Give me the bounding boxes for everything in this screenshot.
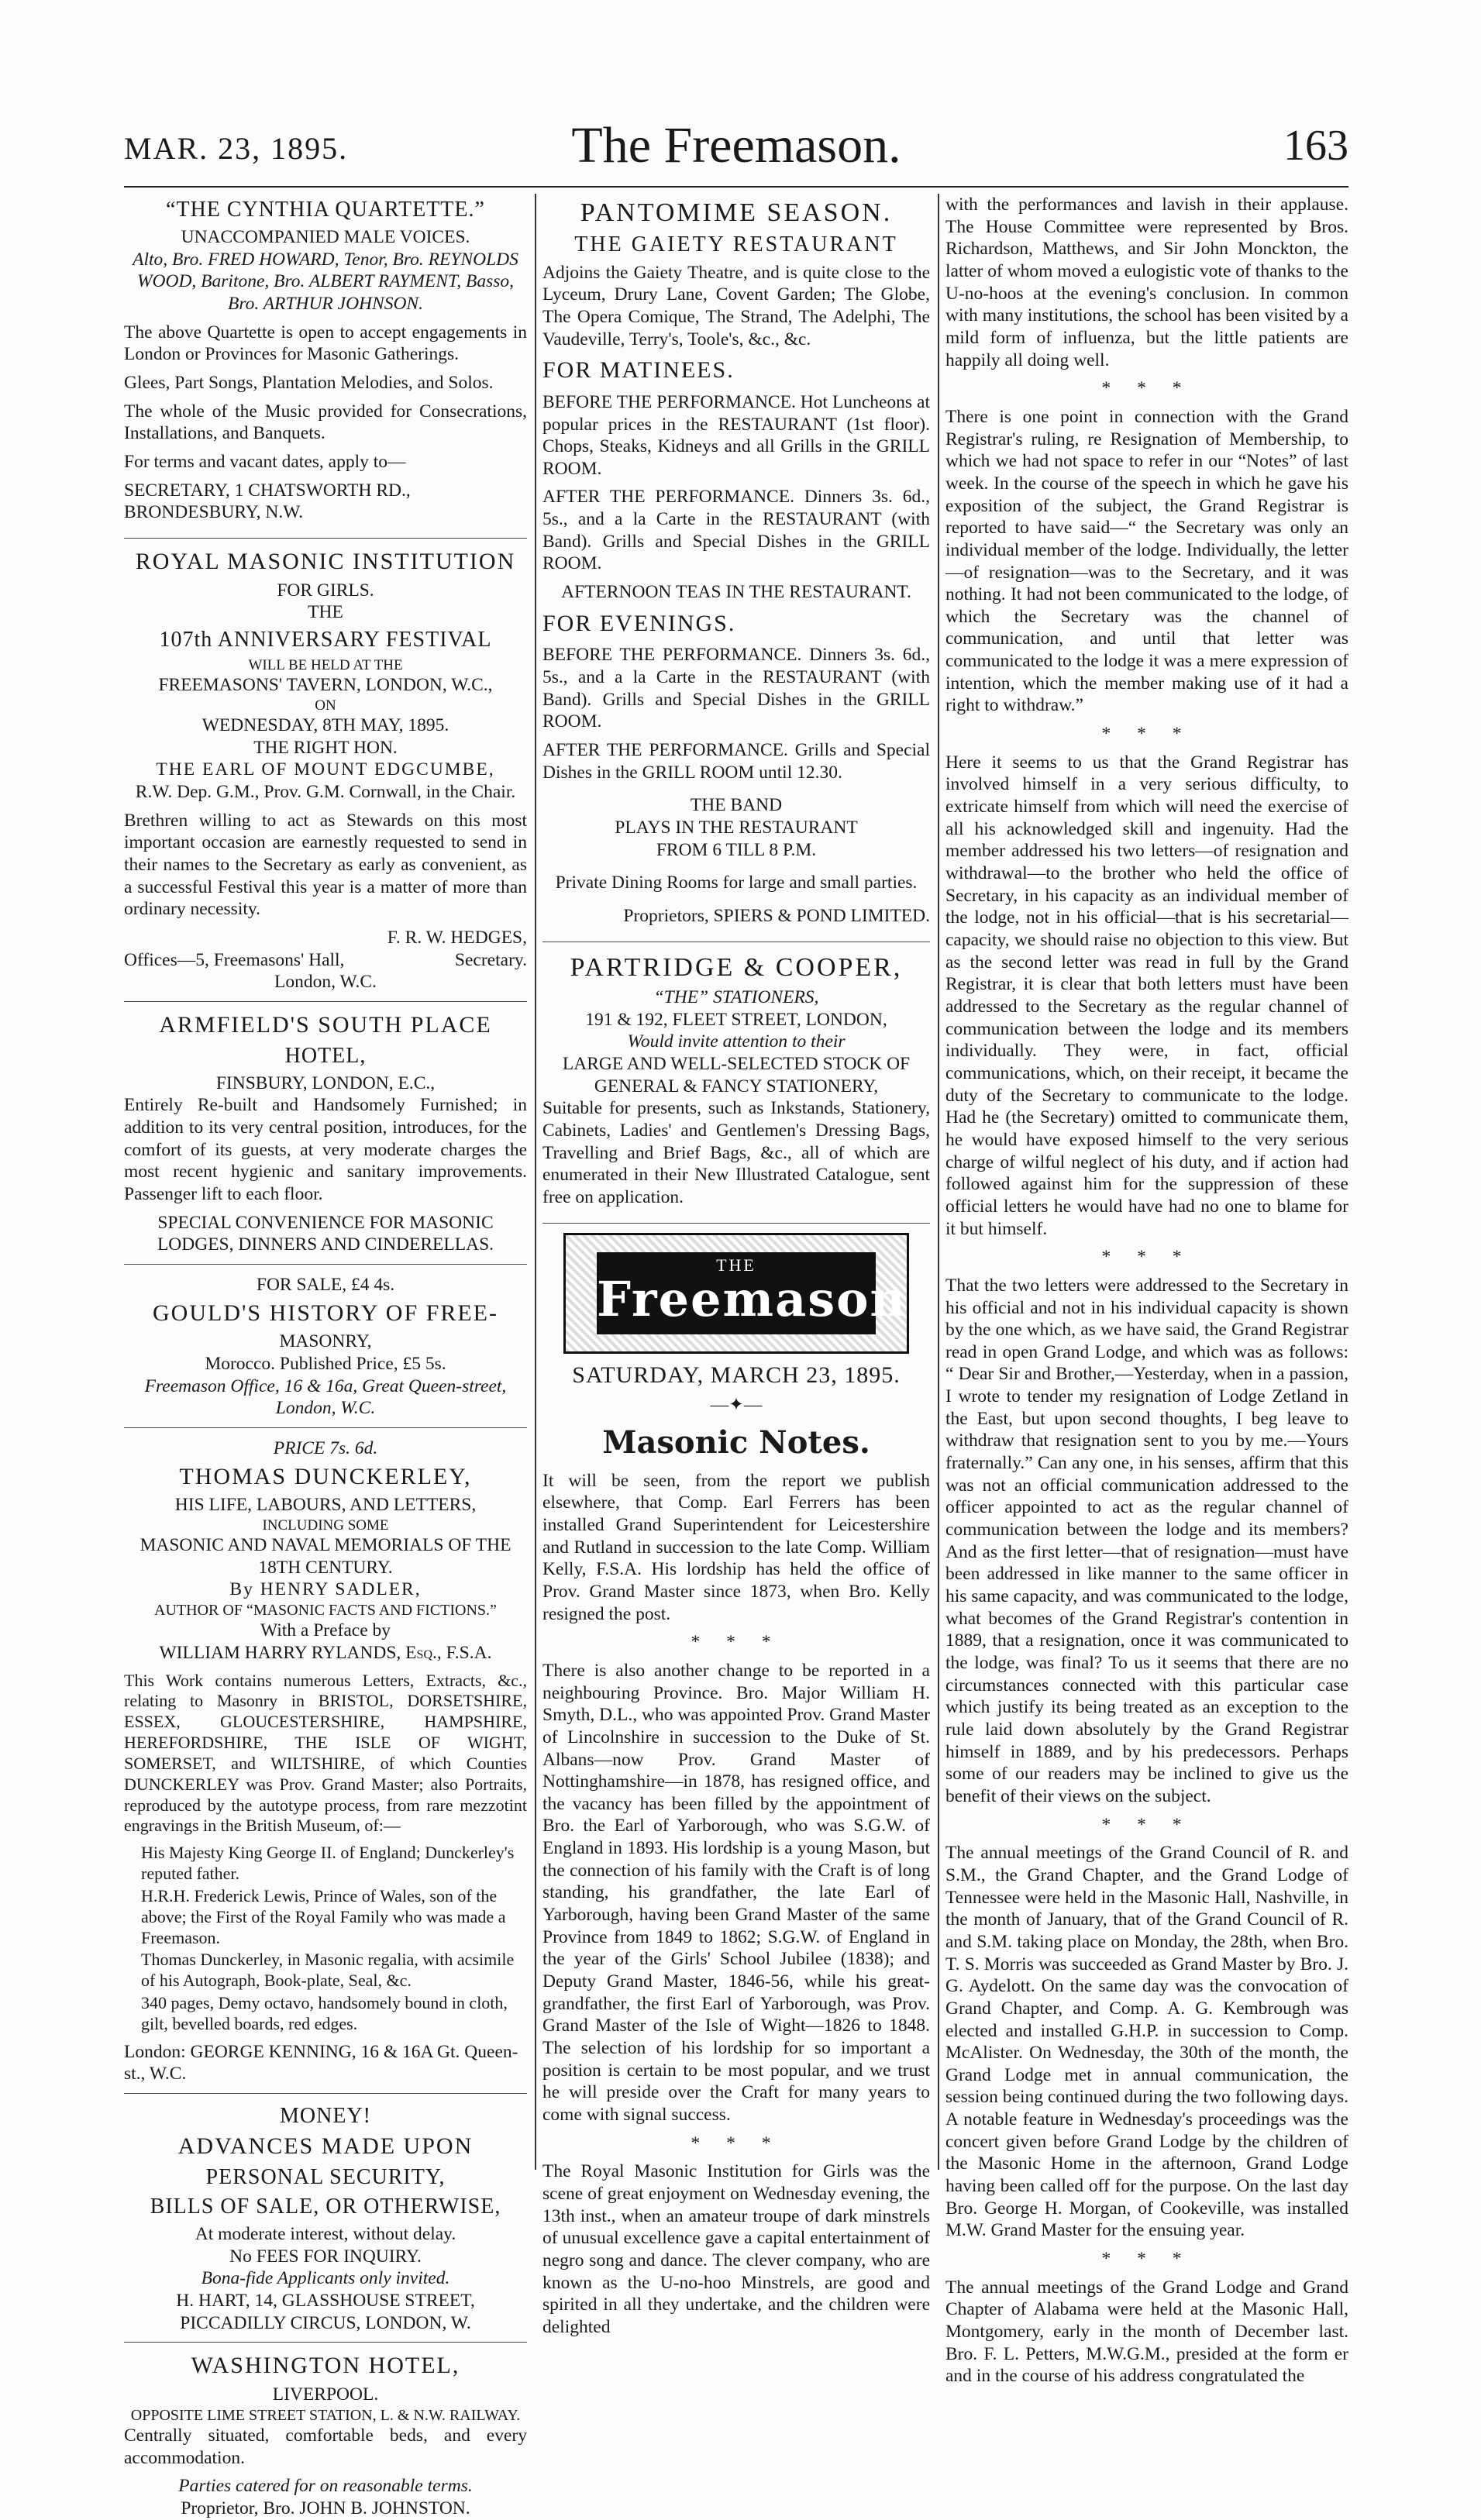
ad-address: SECRETARY, 1 CHATSWORTH RD., BRONDESBURY, N.W. [124,480,411,523]
ad-text: Centrally situated, comfortable beds, and every accommodation. [124,2425,527,2468]
column-right [945,194,1348,2387]
column-rule-1 [535,194,536,2170]
cynthia-quartette-ad [124,197,527,539]
ornament-rule: —✦— [710,1395,763,1416]
section-heading: FOR MATINEES. [542,357,735,384]
list-item: 340 pages, Demy octavo, handsomely bound in cloth, gilt, bevelled boards, red edges. [141,1993,508,2033]
partridge-cooper-ad [542,952,930,1224]
ad-text: Bona-fide Applicants only invited. [201,2268,450,2289]
armfield-hotel-ad [124,1011,527,1265]
section-separator: * * * [1101,1247,1193,1268]
column-middle [542,194,930,2337]
ad-text: INCLUDING SOME [262,1516,389,1534]
column-left-advertisements [124,194,527,2518]
ad-text: Morocco. Published Price, £5 5s. [205,1353,446,1374]
ad-text: WILL BE HELD AT THE [248,657,403,674]
ad-text: The above Quartette is open to accept engagements in London or Provinces for Masonic Gatherings. [124,322,527,365]
ad-text: THE BAND [690,795,783,816]
ad-text: Brethren willing to act as Stewards on this most important occasion are earnestly requested to send in their names to the Secretary as early as convenient, as a successful Festival this year is a matter of more than ordinary necessity. [124,810,527,920]
ad-text: Suitable for presents, such as Inkstands, Stationery, Cabinets, Ladies' and Gentlemen's Dressing Bags, Travelling and Brief Bags, &c., all of which are enumerated in their New Illustrated Catalogue, sent free on application. [542,1098,930,1207]
newspaper-title: The Freemason. [571,117,901,174]
ad-text: Proprietors, SPIERS & POND LIMITED. [623,905,930,926]
ad-text: AFTERNOON TEAS IN THE RESTAURANT. [561,582,911,603]
ad-text: Private Dining Rooms for large and small parties. [555,873,918,893]
ad-text: The whole of the Music provided for Consecrations, Installations, and Banquets. [124,401,527,444]
ad-subtitle: LIVERPOOL. [272,2384,379,2405]
chairman-name: THE EARL OF MOUNT EDGCUMBE, [156,759,495,780]
ad-text: Secretary. [454,949,527,970]
ad-text: BEFORE THE PERFORMANCE. Dinners 3s. 6d., 5s., and a la Carte in the RESTAURANT (with Band). Grills and Special Dishes in the GRILL ROOM. [542,645,930,732]
section-separator: * * * [691,1632,782,1653]
ad-subtitle: HOTEL, [284,1043,367,1068]
article-paragraph: Here it seems to us that the Grand Registrar has involved himself in a very serious difficulty, to extricate himself from which will need the exercise of all his acknowledged skill and ingenuity. Had the member addressed his two letters—of resignation and withdrawal—to the brother who held the office of Secretary, in his capacity as an individual member of the lodge, not in his official—that is his secretarial—capacity, we should raise no objection to this view. But as the second letter was read in full by the Grand Registrar, it is clear that both letters must have been addressed to the Secretary as the regular channel of communication between the lodge and its members individually. They were, in fact, official communications, which, on their receipt, it became the duty of the Secretary to communicate to the lodge. Had he (the Secretary) omitted to communicate them, he would have exposed himself to the very serious charge of wilful neglect of his duty, and if action had followed against him for the suppression of these official letters he would have had no one to blame for it but himself. [945,752,1348,1239]
ad-text: AFTER THE PERFORMANCE. Dinners 3s. 6d., 5s., and a la Carte in the RESTAURANT (with Band). Grills and Special Dishes in the GRILL ROOM. [542,487,930,574]
ad-text: This Work contains numerous Letters, Extracts, &c., relating to Masonry in BRISTOL, DORSETSHIRE, ESSEX, GLOUCESTERSHIRE, HAMPSHIRE, HEREFORDSHIRE, THE ISLE OF WIGHT, SOMERSET, and WILTSHIRE, of which Counties DUNCKERLEY was Prov. Grand Master; also Portraits, reproduced by the autotype process, from rare mezzotint engravings in the British Museum, of:— [124,1670,527,1836]
article-paragraph: with the performances and lavish in their applause. The House Committee were represented by Bros. Richardson, Matthews, and Sir John Monckton, the latter of whom moved a eulogistic vote of thanks to the U-no-hoos at the evening's conclusion. In common with many institutions, the school has been visited by a mild form of influenza, but the little patients are happily all doing well. [945,195,1348,370]
ad-text: SPECIAL CONVENIENCE FOR MASONIC LODGES, DINNERS AND CINDERELLAS. [157,1212,494,1255]
article-paragraph: There is one point in connection with the Grand Registrar's ruling, re Resignation of Membership, to which we had not space to refer in our “Notes” of last week. In the course of the speech in which he gave his exposition of the subject, the Grand Registrar is reported to have said—“ the Secretary was only an individual member of the lodge. Individually, the letter—of resignation—was to the Secretary, and it was nothing. It had not been communicated to the lodge, of which the Secretary was the channel of communication, and until that letter was communicated to the lodge it was a mere expression of intention, which the member making use of it had a right to withdraw.” [945,406,1348,716]
ad-title: PANTOMIME SEASON. [580,198,893,227]
ad-text: Parties catered for on reasonable terms. [178,2476,473,2497]
ad-address: 191 & 192, FLEET STREET, LONDON, [585,1009,887,1030]
ad-text: Offices—5, Freemasons' Hall, [124,949,345,970]
section-separator: * * * [1101,1814,1193,1835]
festival-heading: 107th ANNIVERSARY FESTIVAL [159,627,492,652]
ad-address: H. HART, 14, GLASSHOUSE STREET, [176,2291,475,2312]
ad-text: Entirely Re-built and Handsomely Furnished; in addition to its very central position, introduces, for the comfort of its guests, at very moderate charges the most recent hygienic and sanitary improvements. Passenger lift to each floor. [124,1095,527,1204]
author-name: By HENRY SADLER, [229,1579,422,1600]
festival-date: WEDNESDAY, 8TH MAY, 1895. [201,715,449,736]
ad-text: FOR SALE, £4 4s. [256,1274,395,1295]
ad-text: FROM 6 TILL 8 P.M. [656,839,817,860]
ad-subtitle: MASONRY, [279,1331,372,1352]
ad-subtitle: FOR GIRLS. [277,580,374,601]
ad-text: For terms and vacant dates, apply to— [124,452,406,473]
ad-text: MASONIC AND NAVAL MEMORIALS OF THE 18TH CENTURY. [139,1534,511,1578]
dunckerley-book-ad [124,1437,527,2094]
ad-text: OPPOSITE LIME STREET STATION, L. & N.W. RAILWAY. [130,2406,521,2424]
masonic-notes-heading: Masonic Notes. [602,1424,870,1461]
list-item: His Majesty King George II. of England; Dunckerley's reputed father. [141,1843,515,1884]
washington-hotel-ad [124,2352,527,2519]
ad-text: BEFORE THE PERFORMANCE. Hot Luncheons at popular prices in the RESTAURANT (1st floor). Chops, Steaks, Kidneys and all Grills in the GRILL ROOM. [542,391,930,479]
royal-masonic-institution-ad [124,548,527,1002]
ad-address: FINSBURY, LONDON, E.C., [215,1072,436,1093]
ad-subtitle: THE GAIETY RESTAURANT [574,232,898,257]
section-heading: FOR EVENINGS. [542,610,736,636]
ad-address: PICCADILLY CIRCUS, LONDON, W. [180,2312,471,2333]
ad-title: THOMAS DUNCKERLEY, [179,1463,472,1489]
gaiety-restaurant-ad [542,197,930,942]
ad-members: Alto, Bro. FRED HOWARD, Tenor, Bro. REYNOLDS WOOD, Baritone, Bro. ALBERT RAYMENT, Basso, Bro. ARTHUR JOHNSON. [133,249,518,315]
section-separator: * * * [691,2133,782,2153]
gould-history-ad [124,1274,527,1428]
ad-text: Proprietor, Bro. JOHN B. JOHNSTON. [181,2498,470,2518]
ad-subtitle: HIS LIFE, LABOURS, AND LETTERS, [174,1495,477,1516]
ad-text: Adjoins the Gaiety Theatre, and is quite close to the Lyceum, Drury Lane, Covent Garden; The Globe, The Opera Comique, The Strand, The Adelphi, The Vaudeville, Terry's, Toole's, &c., &c. [542,262,930,349]
article-paragraph: The annual meetings of the Grand Lodge and Grand Chapter of Alabama were held at the Masonic Hall, Montgomery, early in the month of December last. Bro. F. L. Petters, M.W.G.M., presided at the form er and in the course of his address congratulated the [945,2277,1348,2387]
section-separator: * * * [1101,724,1193,745]
ad-text: At moderate interest, without delay. [195,2224,456,2245]
list-item: Thomas Dunckerley, in Masonic regalia, with acsimile of his Autograph, Book-plate, Seal, &c. [141,1950,515,1991]
ad-title: GOULD'S HISTORY OF FREE- [153,1300,498,1326]
ad-text: ON [315,697,336,714]
column-rule-2 [938,194,939,2170]
page-number: 163 [1283,122,1348,170]
ad-subtitle: “THE” STATIONERS, [653,987,819,1008]
logo-name: Freemason [597,1271,907,1328]
article-paragraph: The Royal Masonic Institution for Girls was the scene of great enjoyment on Wednesday evening, the 13th inst., when an amateur troupe of dark minstrels of unusual excellence gave a capital entertainment of negro song and dance. The clever company, who are known as the U-no-hoo Minstrels, are good and spirited in all they undertake, and the children were delighted [542,2161,930,2337]
ad-text: LARGE AND WELL-SELECTED STOCK OF GENERAL & FANCY STATIONERY, [562,1054,911,1096]
ad-text: AUTHOR OF “MASONIC FACTS AND FICTIONS.” [154,1601,497,1619]
masthead [124,116,1348,188]
logo-the: THE [716,1255,756,1275]
freemason-logo [563,1233,909,1354]
ad-text: AFTER THE PERFORMANCE. Grills and Special Dishes in the GRILL ROOM until 12.30. [542,739,930,783]
ad-title: PARTRIDGE & COOPER, [570,952,903,982]
ad-title: ARMFIELD'S SOUTH PLACE [159,1011,492,1038]
ad-title: ADVANCES MADE UPON [177,2133,474,2160]
article-paragraph: There is also another change to be reported in a neighbouring Province. Bro. Major William H. Smyth, D.L., who was appointed Prov. Grand Master of Lincolnshire in succession to the Duke of St. Albans—now Prov. Grand Master of Nottinghamshire—in 1878, has resigned office, and the vacancy has been filled by the appointment of Bro. the Earl of Yarborough, who was S.G.W. of England in 1893. His lordship is a young Mason, but the connection of his family with the Craft is of long standing, his grandfather, the late Earl of Yarborough, having been Grand Master of the same Province from 1849 to 1862; S.G.W. of England in the year of the Girls' School Jubilee (1838); and Deputy Grand Master, 1846-56, while his great-grandfather, the first Earl of Yarborough, was Prov. Grand Master of the Isle of Wight—1826 to 1848. The selection of his lordship for so important a position is certain to be most popular, and we trust he will preside over the Craft for many years to come with signal success. [542,1660,930,2126]
ad-text: PLAYS IN THE RESTAURANT [615,817,858,838]
ad-text: R.W. Dep. G.M., Prov. G.M. Cornwall, in the Chair. [135,782,516,803]
article-paragraph: It will be seen, from the report we publish elsewhere, that Comp. Earl Ferrers has been installed Grand Superintendent for Leicestershire and Rutland in succession to the late Comp. William Kelly, F.S.A. His lordship has held the office of Prov. Grand Master since 1873, when Bro. Kelly resigned the post. [542,1470,930,1624]
money-advances-ad [124,2103,527,2343]
publisher-line: London: GEORGE KENNING, 16 & 16A Gt. Queen-st., W.C. [124,2041,518,2085]
ad-text: WILLIAM HARRY RYLANDS, Esq., F.S.A. [159,1642,492,1663]
issue-date: MAR. 23, 1895. [124,131,349,166]
ad-title: MONEY! [280,2103,371,2128]
ad-subtitle: BILLS OF SALE, OR OTHERWISE, [150,2194,501,2219]
ad-text: THE [308,602,343,623]
ad-text: Would invite attention to their [627,1031,846,1052]
section-separator: * * * [1101,378,1193,399]
ad-title: WASHINGTON HOTEL, [191,2353,460,2379]
signature: F. R. W. HEDGES, [387,928,527,948]
ad-text: FREEMASONS' TAVERN, LONDON, W.C., [158,675,493,696]
ad-text: Glees, Part Songs, Plantation Melodies, and Solos. [124,373,494,394]
article-paragraph: That the two letters were addressed to the Secretary in his official and not in his individual capacity is shown by the one which, as we have said, the Grand Registrar read in open Grand Lodge, and which was as follows: “ Dear Sir and Brother,—Yesterday, when in a passion, I wrote to tender my resignation of Lodge Zetland in the East, but upon second thoughts, I beg leave to withdraw that resignation sent to you by me.—Yours fraternally.” Can any one, in his senses, affirm that this was not an official communication addressed to the officer appointed to act as the regular channel of communication between the lodge and its members? And as the first letter—that of resignation—must have been addressed in like manner to the same officer in his same capacity, and was communicated to the lodge, what becomes of the Grand Registrar's contention in 1889, that a resignation, once it was communicated to the lodge, was final? To us it seems that there are no circumstances connected with this particular case which justify its being treated as an exception to the rule laid down absolutely by the Grand Registrar himself in 1889, and by his predecessors. Perhaps some of our readers may be inclined to give us the benefit of their views on the subject. [945,1275,1348,1806]
ad-text: London, W.C. [274,972,377,993]
article-paragraph: The annual meetings of the Grand Council of R. and S.M., the Grand Chapter, and the Grand Lodge of Tennessee were held in the Masonic Hall, Nashville, in the month of January, that of the Grand Council of R. and S.M. taking place on Monday, the 28th, when Bro. T. S. Morris was succeeded as Grand Master by Bro. J. G. Aydelott. On the same day was the convocation of Grand Chapter, and Comp. A. G. Kembrough was elected and installed G.H.P. in succession to Comp. McAlister. On Wednesday, the 30th of the month, the Grand Lodge met in annual communication, the session being continued during the two following days. A notable feature in Wednesday's proceedings was the concert given before Grand Lodge by the children of the Masonic Home in the afternoon, Grand Lodge having been called off for the purpose. On the last day Bro. George H. Morgan, of Cookeville, was installed M.W. Grand Master for the ensuing year. [945,1843,1348,2241]
ad-text: Freemason Office, 16 & 16a, Great Queen-street, London, W.C. [144,1375,507,1419]
issue-dateline: SATURDAY, MARCH 23, 1895. [572,1362,901,1388]
section-separator: * * * [1101,2249,1193,2270]
ad-text: With a Preface by [260,1620,391,1641]
ad-title: “THE CYNTHIA QUARTETTE.” [166,198,485,222]
ad-price: PRICE 7s. 6d. [273,1437,378,1458]
ad-subtitle: PERSONAL SECURITY, [205,2164,446,2189]
ad-title: ROYAL MASONIC INSTITUTION [135,549,516,575]
ad-subtitle: UNACCOMPANIED MALE VOICES. [181,227,470,248]
ad-text: No FEES FOR INQUIRY. [229,2246,422,2267]
list-item: H.R.H. Frederick Lewis, Prince of Wales, son of the above; the First of the Royal Family who was made a Freemason. [141,1885,506,1947]
ad-text: THE RIGHT HON. [253,737,398,758]
